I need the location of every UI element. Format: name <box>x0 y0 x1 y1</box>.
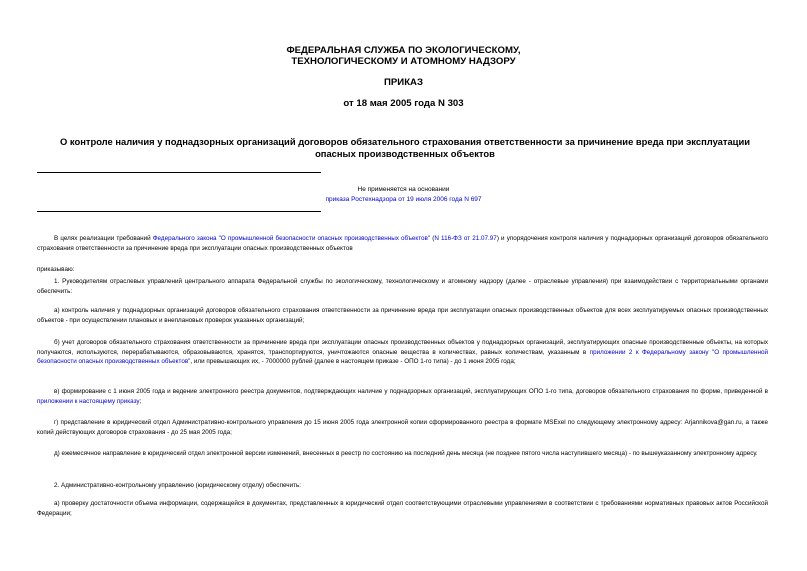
preamble-paragraph: В целях реализации требований Федерального закона "О промышленной безопасности опасных производственных объектов" (N 116-ФЗ от 21.07.97) и упорядочения контроля наличия у поднадзорных организаций договоров обязательного страхования ответственности за причинение вреда при эксплуатации опасных производственных объектов <box>37 235 769 252</box>
doc-title: О контроле наличия у поднадзорных организаций договоров обязательного страхования ответственности за причинение вреда при эксплуатации опасных производственных объектов <box>60 136 750 159</box>
item-1b: б) учет договоров обязательного страхования ответственности за причинение вреда при эксплуатации опасных производственных объектов у поднадзорных организаций, эксплуатирующих опасные производственные объекты, на которых получаются, используются, перерабатываются, образовываются, хранятся, транспортируются, уничтожаются опасные вещества в количествах, равных количествам, указанным в приложении 2 к Федеральному закону "О промышленной безопасности опасных производственных объектов", или превышающих их, - 7000000 рублей (далее в настоящем приказе - ОПО 1-го типа) - до 1 июня 2005 года; <box>37 339 768 366</box>
agency-name-line2: ТЕХНОЛОГИЧЕСКОМУ И АТОМНОМУ НАДЗОРУ <box>291 56 516 67</box>
separator-top <box>37 172 321 173</box>
separator-bottom <box>37 211 321 212</box>
appendix-order-link[interactable]: приложении к настоящему приказу <box>37 397 140 405</box>
doc-type: ПРИКАЗ <box>384 77 423 88</box>
item-1e: д) ежемесячное направление в юридический отдел электронной версии изменений, внесенных в реестр по состоянию на последний день месяца (не позднее пятого числа наступившего месяца) - по вышеуказанному электронному адресу. <box>54 450 758 457</box>
item-1a: а) контроль наличия у поднадзорных организаций договоров обязательного страхования ответственности за причинение вреда при эксплуатации опасных производственных объектов для всех эксплуатируемых опасных производственных объектов - при осуществлении плановых и внеплановых проверок указанных организаций; <box>37 307 768 324</box>
item-1c: в) формирование с 1 июня 2005 года и ведение электронного реестра документов, подтверждающих наличие у поднадзорных организаций, эксплуатирующих ОПО 1-го типа, договоров обязательного страхования по форме, приведенной в приложении к настоящему приказу; <box>37 388 768 405</box>
appendix-2-law-link[interactable]: приложении 2 к Федеральному закону "О промышленной безопасности опасных производственных объектов" <box>37 348 768 366</box>
agency-name-line1: ФЕДЕРАЛЬНАЯ СЛУЖБА ПО ЭКОЛОГИЧЕСКОМУ, <box>286 45 521 56</box>
law-number-link[interactable]: N 116-ФЗ от 21.07.97 <box>434 235 497 242</box>
status-note-text: Не применяется на основании <box>357 186 450 193</box>
repeal-order-link[interactable]: приказа Ростехнадзора от 19 июля 2006 года N 697 <box>325 196 482 203</box>
item-2: 2. Административно-контрольному управлению (юридическому отделу) обеспечить: <box>54 482 301 489</box>
item-1d: г) представление в юридический отдел Административно-контрольного управления до 15 июня 2005 года электронной копии сформированного реестра в формате MSExel по следующему электронному адресу: Arjannikova@gan.ru, а также копий действующих договоров страхования - до 25 мая 2005 года; <box>37 419 768 436</box>
item-2a: а) проверку достаточности объема информации, содержащейся в документах, представленных в юридический отдел соответствующими отраслевыми управлениями в соответствии с требованиями нормативных правовых актов Российской Федерации; <box>37 500 768 517</box>
federal-law-link[interactable]: Федерального закона "О промышленной безопасности опасных производственных объектов" <box>152 235 431 242</box>
order-word: приказываю: <box>37 266 75 273</box>
item-1: 1. Руководителям отраслевых управлений центрального аппарата Федеральной службы по экологическому, технологическому и атомному надзору (далее - отраслевые управления) при взаимодействии с территориальными органами обеспечить: <box>37 278 768 295</box>
doc-date: от 18 мая 2005 года N 303 <box>343 98 464 109</box>
